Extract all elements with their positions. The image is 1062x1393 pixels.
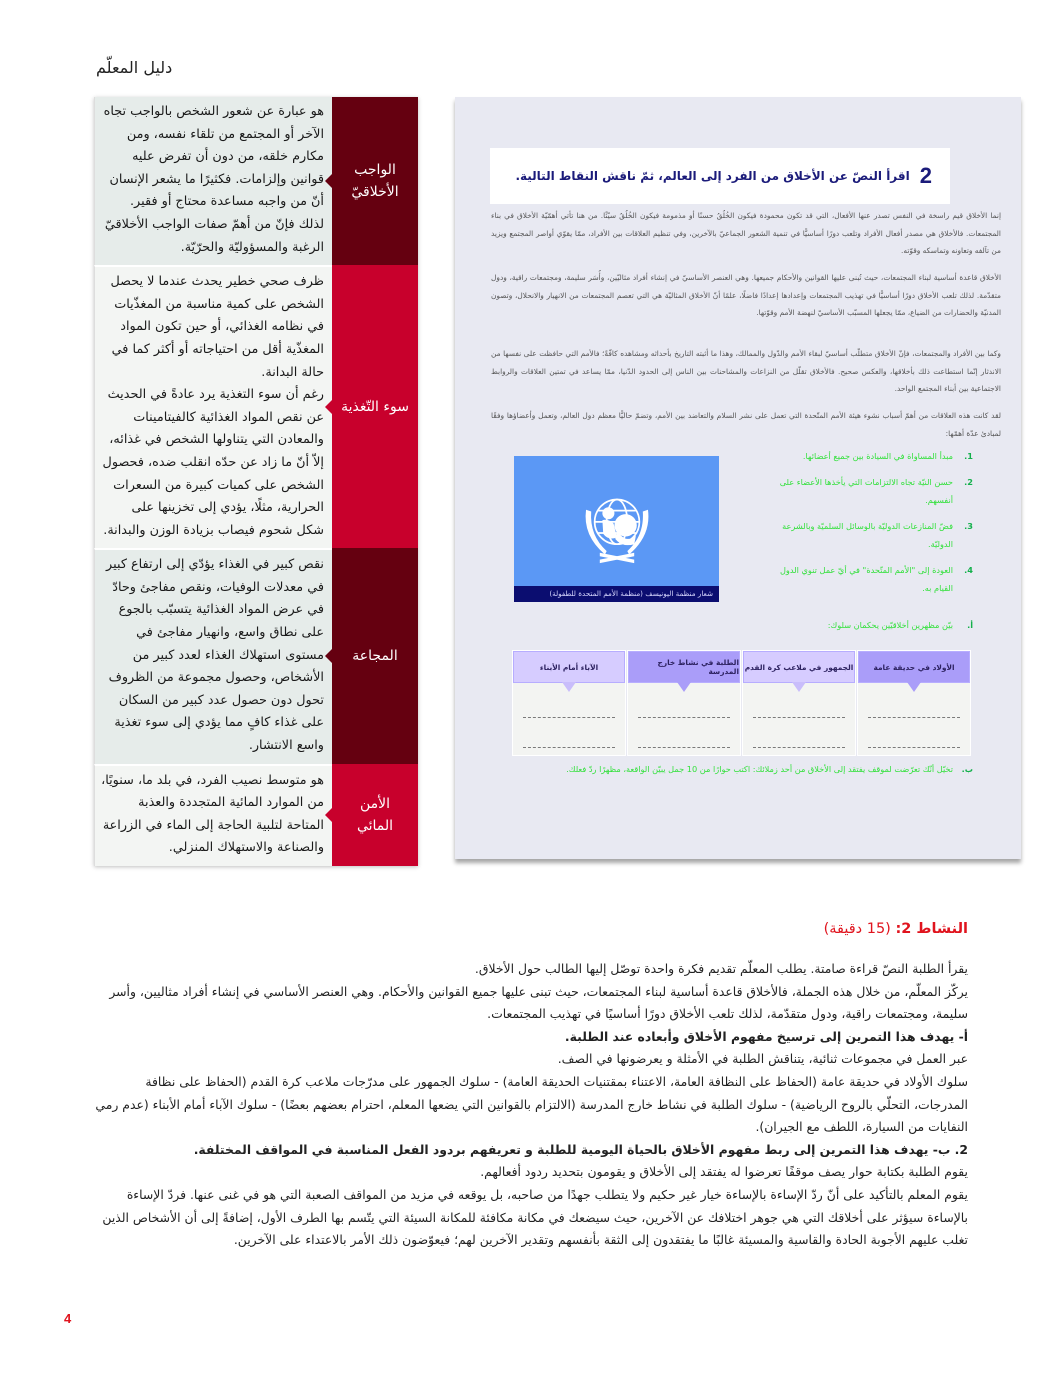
answer-line (523, 747, 615, 748)
activity-body (94, 958, 968, 1252)
task-text: بيّن مظهرين أخلاقيّين يحكمان سلوك: (827, 620, 953, 630)
lesson-header (490, 148, 950, 204)
answer-line (523, 717, 615, 718)
body-paragraph: يقرأ الطلبة النصّ قراءة صامتة. يطلب المعلّم تقديم فكرة واحدة توصّل إليها الطالب حول الأخلاق. (474, 961, 968, 976)
task-label: ب. (961, 764, 973, 774)
body-paragraph: يركّز المعلّم، من خلال هذه الجملة، فالأخلاق قاعدة أساسية لبناء المجتمعات، حيث تبنى عليها جميع القوانين والأحكام. وهي العنصر الأساسي في إنشاء أفراد مثاليين، وأسر سليمة، ومجتمعات راقية، ودول متقدّمة، لذلك تلعب الأخلاق دورًا أساسيًا في تهذيب المجتمعات. (109, 983, 968, 1022)
task-a (673, 617, 973, 633)
glossary-definition: هو متوسط نصيب الفرد، في بلد ما، سنويًا، من الموارد المائية المتجددة والعذبة المتاحة لتلبية الحاجة إلى الماء في الزراعة والصناعة والاستهلاك المنزلي. (94, 764, 332, 866)
page-number: 4 (64, 1311, 72, 1326)
principle-text: العودة إلى "الأمم المتّحدة" في أيّ عمل تنوي الدول القيام به. (779, 565, 953, 593)
guide-title: دليل المعلّم (96, 58, 173, 77)
principle-text: حسن النيّة تجاه الالتزامات التي يأخذها الأعضاء على أنفسهم. (779, 477, 953, 505)
activity-label: النشاط 2: (895, 921, 968, 937)
answer-line (868, 717, 960, 718)
principle-text: مبدأ المساواة في السيادة بين جميع أعضائها. (802, 451, 953, 461)
objective-heading: أ- يهدف هذا التمرين إلى ترسيخ مفهوم الأخلاق وأبعاده عند الطلبة. (564, 1028, 968, 1044)
principle-number: 1. (964, 451, 973, 461)
glossary-row (94, 764, 418, 866)
behavior-header: الطلبة في نشاط خارج المدرسة (628, 651, 740, 683)
behavior-header: الأولاد في حديقة عامة (858, 651, 970, 683)
answer-line (868, 747, 960, 748)
body-paragraph: عبر العمل في مجموعات ثنائية، يتناقش الطلبة في الأمثلة و يعرضونها في الصف. (557, 1051, 968, 1067)
glossary-term: الواجب الأخلاقيّ (332, 97, 418, 265)
text-paragraph: إنما الأخلاق قيم راسخة في النفس تصدر عنها الأفعال، التي قد تكون محمودة فيكون الخُلُقُ حسنًا أو مذمومة فيكون الخُلُقُ سيّئًا. من هنا تأتي أهمّيّة الأخلاق في بناء المجتمعات. فالأخلاق هي مصدر أفعال الأفراد وتلعب دورًا أساسيًّا في تنمية الشعور الجماعيّ بالآخرين، وفي تنظيم العلاقات بين الأفراد، ممّا يقوّي أواصر المجتمع ويزيد من تآلفه وتعاونه وتماسكه وقوّته. (491, 211, 1001, 255)
principle-number: 3. (964, 521, 973, 531)
task-label: أ. (967, 620, 973, 630)
glossary-term: سوء التّغذية (332, 265, 418, 548)
principle-item (763, 473, 973, 509)
body-paragraph: يقوم الطلبة بكتابة حوار يصف موقفًا تعرضوا له يفتقد إلى الأخلاق و يقومون بتحديد ردود أفعالهم. (480, 1164, 968, 1180)
principle-text: فضّ المنازعات الدوليّة بالوسائل السلميّة وبالشرعة الدوليّة. (782, 521, 953, 549)
text-paragraph: وكما بين الأفراد والمجتمعات، فإنّ الأخلاق متطلّب أساسيّ لبقاء الأمم والدّول والممالك، وهذا ما أثبته التاريخ بأحداثه ومشاهده كافّةً؛ فالأمم التي حافظت على نفسها من الاندثار إنّما استطاعت ذلك بأخلاقها، والعكس صحيح. فالأخلاق تقلّل من النزاعات والمشاحنات بين الناس إلى الحدود الدّنيا، ممّا يساعد في تمتين العلاقات والروابط الاجتماعية بين أبناء المجتمع الواحد. (491, 349, 1001, 393)
glossary-definition: هو عبارة عن شعور الشخص بالواجب تجاه الآخر أو المجتمع من تلقاء نفسه، ومن مكارم خلقه، من دون أن تفرض عليه قوانين وإلزامات. فكثيرًا ما يشعر الإنسان أنّ من واجبه مساعدة محتاج أو فقير. لذلك فإنّ من أهمّ صفات الواجب الأخلاقيّ الرغبة والمسؤوليّة والحرّيّة. (94, 97, 332, 265)
glossary-table (94, 97, 418, 866)
glossary-row (94, 97, 418, 265)
glossary-definition (94, 265, 332, 548)
glossary-term: المجاعة (332, 548, 418, 763)
answer-line (638, 717, 730, 718)
task-text: تخيّل أنّك تعرّضت لموقف يفتقد إلى الأخلاق من أحد زملائك: اكتب حوارًا من 10 جمل يبيّن الواقعة، مظهرًا ردّ فعلك. (566, 764, 953, 774)
objective-heading: 2. ب- يهدف هذا التمرين إلى ربط مفهوم الأخلاق بالحياة اليومية للطلبة و تعريفهم بردود الفعل المناسبة في المواقف المختلفة. (193, 1141, 968, 1157)
body-paragraph: يقوم المعلم بالتأكيد على أنّ ردّ الإساءة بالإساءة خيار غير حكيم ولا يتطلب جهدًا من صاحبه، بل يوقعه في مزيد من المواقف الصعبة التي هو في غنى عنها. فردّ الإساءة بالإساءة سيؤثر على أخلاقك التي هي جوهر اختلافك عن الآخرين، حيث سيضعك في مكانة مكافئة للمكانة السيئة التي يتّسم بها الطرف الأول، إضافةً إلى أن الأشخاص الذين تغلب عليهم الأجوبة الحادة والقاسية والمسيئة غالبًا ما يفتقدون إلى الثقة بأنفسهم وتقدير الآخرين لهم؛ فيعوّضون ذلك الأمر بالاعتداء على الآخرين. (102, 1186, 968, 1248)
image-caption: شعار منظمة اليونيسف (منظمة الأمم المتحدة للطفولة) (514, 586, 719, 602)
behavior-column (857, 650, 971, 756)
definition-paragraph: ظرف صحي خطير يحدث عندما لا يحصل الشخص على كمية مناسبة من المغذّيات في نظامه الغذائي، أو حين تكون المواد المغذّية أقل من احتياجاته أو أكثر كما في حالة البدانة. (110, 274, 324, 380)
glossary-row (94, 265, 418, 548)
glossary-term: الأمن المائي (332, 764, 418, 866)
lesson-title: اقرأ النصّ عن الأخلاق من الفرد إلى العالم، ثمّ ناقش النقاط التالية. (515, 169, 910, 183)
behavior-column (627, 650, 741, 756)
activity-heading (824, 921, 968, 937)
principles-list (763, 447, 973, 605)
behavior-header: الجمهور في ملاعب كرة القدم (743, 651, 855, 683)
definition-paragraph: رغم أن سوء التغذية يرد عادةً في الحديث عن نقص المواد الغذائية كالفيتامينات والمعادن التي يتناولها الشخص في غذائه، إلاّ أنّ ما زاد عن حدّه انقلب ضده، فحصول الشخص على كميات كبيرة من السعرات الحرارية، مثلًا، يؤدي إلى تخزينها على شكل شحوم فيصاب بزيادة الوزن والبدانة. (102, 387, 324, 538)
principle-item (763, 561, 973, 597)
answer-line (753, 717, 845, 718)
principle-item (763, 447, 973, 465)
behavior-header: الآباء أمام الأبناء (513, 651, 625, 683)
text-paragraph: الأخلاق قاعدة أساسية لبناء المجتمعات، حيث تُبنى عليها القوانين والأحكام جميعها. وهي العنصر الأساسيّ في إنشاء أفراد مثاليّين، وأُسَر سليمة، ومجتمعات راقية، ودول متقدّمة. لذلك تلعب الأخلاق دورًا أساسيًّا في تهذيب المجتمعات وإعدادها إعدادًا فاضلًا، علمًا أنّ الأخلاق المثاليّة هي التي تعصم المجتمعات من الانهيار والانحلال، وتصون المدنيّة والحضارات من الضياع، ممّا يجعلها المسبّب الأساسيّ لنهضة الأمم وقوّتها. (491, 273, 1001, 317)
behavior-column (512, 650, 626, 756)
glossary-row (94, 548, 418, 763)
answer-line (638, 747, 730, 748)
task-b (503, 759, 973, 779)
answer-line (753, 747, 845, 748)
unicef-emblem-icon (574, 484, 660, 570)
unicef-logo-image (514, 456, 719, 602)
principle-item (763, 517, 973, 553)
glossary-definition: نقص كبير في الغذاء يؤدّي إلى ارتفاع كبير في معدلات الوفيات، ونقص مفاجئ وحادّ في عرض المواد الغذائية يتسبّب بالجوع على نطاق واسع، وانهيار مفاجئ في مستوى استهلاك الغذاء لعدد كبير من الأشخاص، وحصول مجموعة من الظروف تحول دون حصول عدد كبير من السكان على غذاء كافٍ مما يؤدي إلى سوء تغذية واسع الانتشار. (94, 548, 332, 763)
activity-duration: (15 دقيقة) (823, 921, 891, 937)
principle-number: 2. (964, 477, 973, 487)
lesson-number: 2 (919, 163, 932, 188)
textbook-page-thumbnail (455, 97, 1021, 859)
body-paragraph: سلوك الأولاد في حديقة عامة (الحفاظ على النظافة العامة، الاعتناء بمقتنيات الحديقة العامة) - سلوك الجمهور على مدرّجات ملاعب كرة القدم (الحفاظ على نظافة المدرجات، التحلّي بالروح الرياضية) - سلوك الطلبة في نشاط خارج المدرسة (الالتزام بالقوانين التي يضعها المعلم، احترام بعضهم بعضًا) - سلوك الآباء أمام الأبناء (عدم رمي النفايات من السيارة، اللطف مع الجيران). (95, 1073, 968, 1135)
behavior-worksheet (511, 650, 971, 756)
behavior-column (742, 650, 856, 756)
text-paragraph: لقد كانت هذه العلاقات من أهمّ أسباب نشوء هيئة الأمم المتّحدة التي تعمل على نشر السلام والتعاضد بين الأمم، وتضمّ حاليًّا معظم دول العالم، وتعمل وأعضاؤها وفقًا لمبادئ عدّة أهمّها: (491, 411, 1001, 438)
principle-number: 4. (964, 565, 973, 575)
